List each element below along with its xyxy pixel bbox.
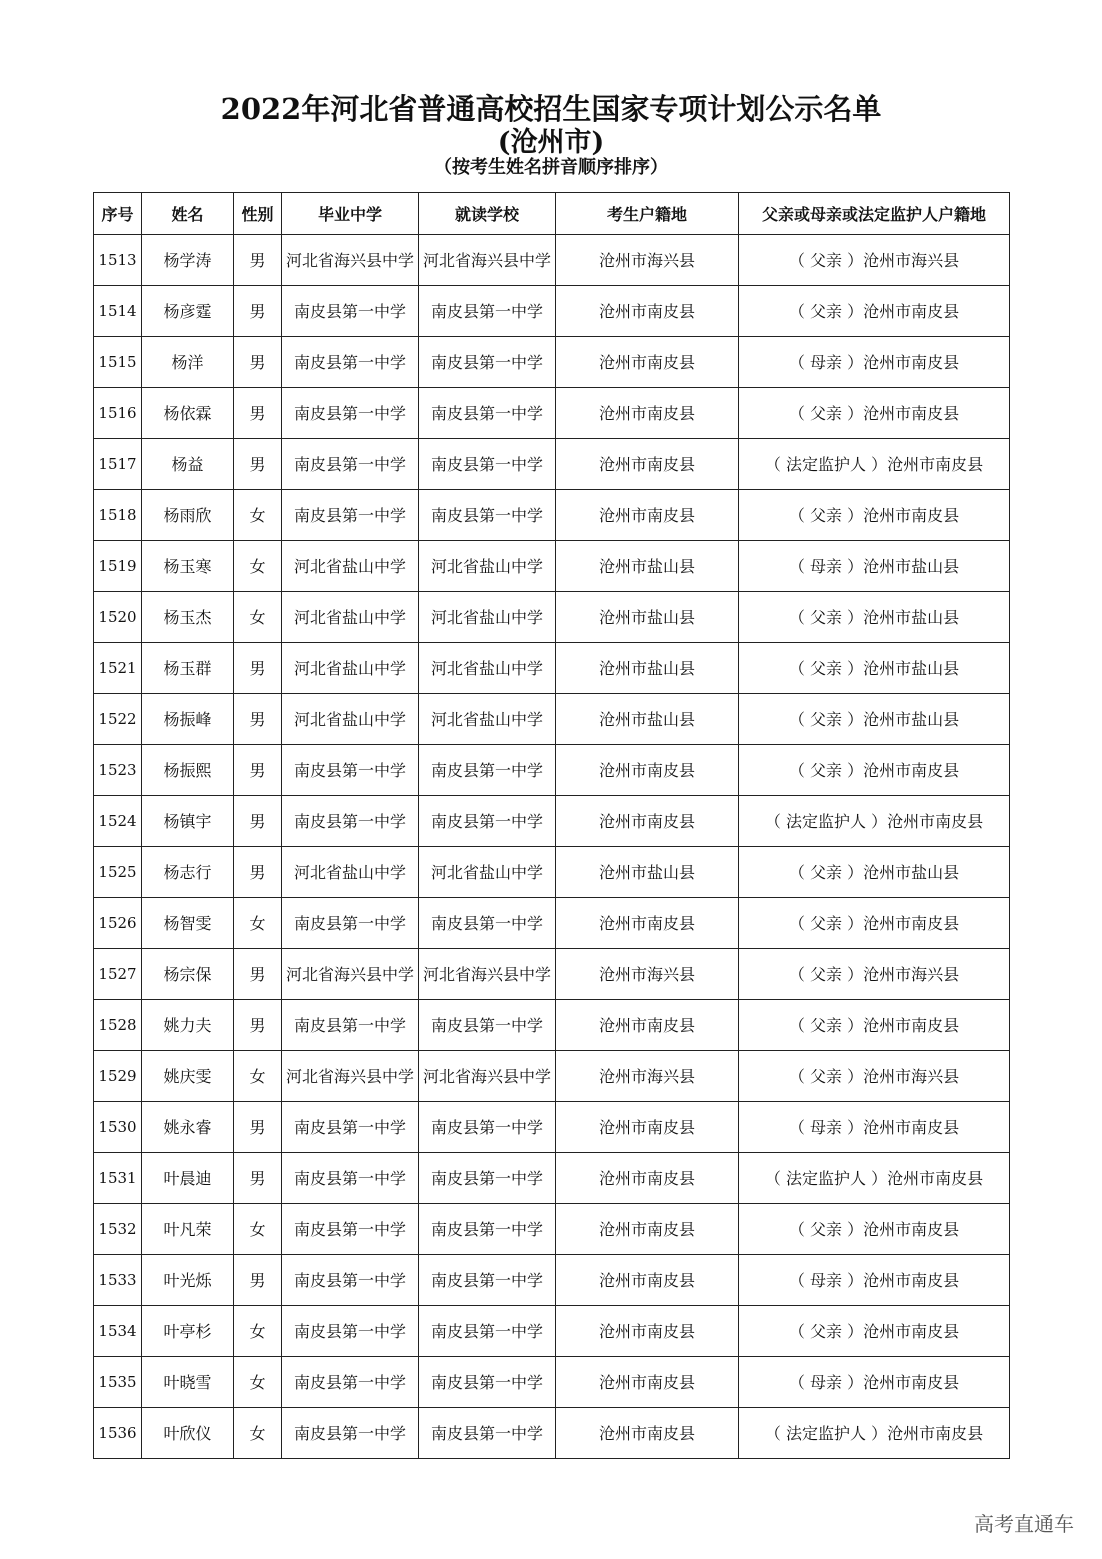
cell-student-residence: 沧州市盐山县 [556,643,739,694]
cell-seq: 1525 [94,847,142,898]
cell-name: 杨依霖 [142,388,234,439]
cell-guardian-residence: （ 父亲 ）沧州市南皮县 [739,1000,1010,1051]
cell-student-residence: 沧州市盐山县 [556,541,739,592]
cell-current-school: 南皮县第一中学 [419,439,556,490]
cell-name: 杨振熙 [142,745,234,796]
cell-gender: 男 [234,286,282,337]
cell-current-school: 南皮县第一中学 [419,1102,556,1153]
cell-graduated-school: 河北省盐山中学 [282,643,419,694]
cell-name: 叶晓雪 [142,1357,234,1408]
cell-name: 叶欣仪 [142,1408,234,1459]
cell-seq: 1528 [94,1000,142,1051]
cell-name: 杨宗保 [142,949,234,1000]
cell-student-residence: 沧州市南皮县 [556,388,739,439]
table-row [94,490,1010,541]
cell-name: 杨洋 [142,337,234,388]
cell-seq: 1530 [94,1102,142,1153]
table-row [94,541,1010,592]
cell-guardian-residence: （ 母亲 ）沧州市南皮县 [739,1357,1010,1408]
cell-gender: 男 [234,847,282,898]
column-header-seq: 序号 [94,193,142,235]
cell-current-school: 南皮县第一中学 [419,796,556,847]
cell-name: 叶凡荣 [142,1204,234,1255]
cell-guardian-residence: （ 法定监护人 ）沧州市南皮县 [739,439,1010,490]
sort-note: （按考生姓名拼音顺序排序） [434,157,668,178]
cell-seq: 1526 [94,898,142,949]
cell-gender: 男 [234,1255,282,1306]
cell-current-school: 南皮县第一中学 [419,745,556,796]
cell-guardian-residence: （ 父亲 ）沧州市海兴县 [739,235,1010,286]
cell-student-residence: 沧州市海兴县 [556,949,739,1000]
cell-gender: 女 [234,1051,282,1102]
cell-gender: 男 [234,388,282,439]
cell-current-school: 南皮县第一中学 [419,1306,556,1357]
cell-student-residence: 沧州市南皮县 [556,745,739,796]
cell-current-school: 河北省盐山中学 [419,541,556,592]
column-header-graduated-school: 毕业中学 [282,193,419,235]
cell-current-school: 南皮县第一中学 [419,1255,556,1306]
cell-graduated-school: 南皮县第一中学 [282,1153,419,1204]
cell-student-residence: 沧州市南皮县 [556,1306,739,1357]
cell-student-residence: 沧州市南皮县 [556,1204,739,1255]
cell-graduated-school: 河北省海兴县中学 [282,949,419,1000]
cell-guardian-residence: （ 父亲 ）沧州市南皮县 [739,745,1010,796]
column-header-gender: 性别 [234,193,282,235]
cell-student-residence: 沧州市南皮县 [556,490,739,541]
cell-graduated-school: 南皮县第一中学 [282,337,419,388]
cell-name: 杨学涛 [142,235,234,286]
cell-gender: 男 [234,1153,282,1204]
cell-name: 杨彦霆 [142,286,234,337]
cell-student-residence: 沧州市盐山县 [556,592,739,643]
column-header-student-residence: 考生户籍地 [556,193,739,235]
cell-student-residence: 沧州市南皮县 [556,796,739,847]
cell-seq: 1513 [94,235,142,286]
table-row [94,847,1010,898]
cell-graduated-school: 河北省盐山中学 [282,694,419,745]
cell-student-residence: 沧州市南皮县 [556,1153,739,1204]
cell-guardian-residence: （ 父亲 ）沧州市盐山县 [739,847,1010,898]
cell-name: 杨益 [142,439,234,490]
cell-gender: 男 [234,694,282,745]
cell-name: 叶晨迪 [142,1153,234,1204]
cell-name: 杨玉寒 [142,541,234,592]
cell-graduated-school: 南皮县第一中学 [282,490,419,541]
cell-graduated-school: 南皮县第一中学 [282,796,419,847]
cell-gender: 女 [234,490,282,541]
cell-gender: 男 [234,745,282,796]
cell-gender: 女 [234,898,282,949]
cell-student-residence: 沧州市南皮县 [556,898,739,949]
cell-graduated-school: 南皮县第一中学 [282,898,419,949]
cell-guardian-residence: （ 父亲 ）沧州市南皮县 [739,388,1010,439]
cell-seq: 1532 [94,1204,142,1255]
cell-graduated-school: 南皮县第一中学 [282,286,419,337]
cell-current-school: 南皮县第一中学 [419,1153,556,1204]
cell-current-school: 南皮县第一中学 [419,898,556,949]
cell-current-school: 河北省盐山中学 [419,694,556,745]
cell-name: 杨镇宇 [142,796,234,847]
cell-name: 杨玉群 [142,643,234,694]
cell-student-residence: 沧州市南皮县 [556,1102,739,1153]
cell-graduated-school: 南皮县第一中学 [282,745,419,796]
cell-student-residence: 沧州市南皮县 [556,1255,739,1306]
cell-gender: 女 [234,1204,282,1255]
cell-guardian-residence: （ 父亲 ）沧州市海兴县 [739,949,1010,1000]
table-row [94,1408,1010,1459]
cell-current-school: 南皮县第一中学 [419,490,556,541]
cell-graduated-school: 南皮县第一中学 [282,1306,419,1357]
cell-student-residence: 沧州市南皮县 [556,286,739,337]
cell-graduated-school: 南皮县第一中学 [282,1102,419,1153]
cell-seq: 1533 [94,1255,142,1306]
cell-current-school: 河北省盐山中学 [419,847,556,898]
cell-guardian-residence: （ 父亲 ）沧州市海兴县 [739,1051,1010,1102]
cell-graduated-school: 河北省海兴县中学 [282,1051,419,1102]
cell-current-school: 河北省盐山中学 [419,592,556,643]
cell-student-residence: 沧州市南皮县 [556,1000,739,1051]
cell-student-residence: 沧州市盐山县 [556,694,739,745]
cell-guardian-residence: （ 父亲 ）沧州市南皮县 [739,898,1010,949]
cell-current-school: 河北省海兴县中学 [419,949,556,1000]
table-row [94,1102,1010,1153]
table-row [94,1306,1010,1357]
table-row [94,337,1010,388]
cell-seq: 1521 [94,643,142,694]
cell-guardian-residence: （ 母亲 ）沧州市南皮县 [739,337,1010,388]
cell-current-school: 南皮县第一中学 [419,1408,556,1459]
cell-current-school: 南皮县第一中学 [419,337,556,388]
column-header-guardian-residence: 父亲或母亲或法定监护人户籍地 [739,193,1010,235]
cell-student-residence: 沧州市盐山县 [556,847,739,898]
cell-graduated-school: 南皮县第一中学 [282,1000,419,1051]
table-row [94,1051,1010,1102]
cell-seq: 1520 [94,592,142,643]
column-header-name: 姓名 [142,193,234,235]
cell-guardian-residence: （ 父亲 ）沧州市盐山县 [739,643,1010,694]
cell-gender: 女 [234,541,282,592]
cell-graduated-school: 南皮县第一中学 [282,1357,419,1408]
cell-gender: 女 [234,592,282,643]
table-row [94,694,1010,745]
cell-guardian-residence: （ 父亲 ）沧州市南皮县 [739,1204,1010,1255]
cell-student-residence: 沧州市南皮县 [556,1357,739,1408]
cell-graduated-school: 河北省海兴县中学 [282,235,419,286]
cell-seq: 1534 [94,1306,142,1357]
cell-current-school: 河北省海兴县中学 [419,1051,556,1102]
cell-gender: 男 [234,337,282,388]
cell-guardian-residence: （ 父亲 ）沧州市南皮县 [739,1306,1010,1357]
table-row [94,592,1010,643]
cell-seq: 1523 [94,745,142,796]
cell-graduated-school: 河北省盐山中学 [282,847,419,898]
cell-gender: 男 [234,235,282,286]
cell-seq: 1515 [94,337,142,388]
cell-guardian-residence: （ 法定监护人 ）沧州市南皮县 [739,1408,1010,1459]
page-subtitle: (沧州市) [497,127,605,158]
cell-student-residence: 沧州市海兴县 [556,235,739,286]
cell-guardian-residence: （ 母亲 ）沧州市南皮县 [739,1255,1010,1306]
cell-seq: 1531 [94,1153,142,1204]
cell-seq: 1522 [94,694,142,745]
cell-seq: 1536 [94,1408,142,1459]
table-row [94,898,1010,949]
cell-seq: 1514 [94,286,142,337]
cell-name: 叶亭杉 [142,1306,234,1357]
cell-graduated-school: 南皮县第一中学 [282,1255,419,1306]
cell-guardian-residence: （ 父亲 ）沧州市盐山县 [739,694,1010,745]
cell-gender: 女 [234,1306,282,1357]
cell-guardian-residence: （ 法定监护人 ）沧州市南皮县 [739,796,1010,847]
cell-guardian-residence: （ 父亲 ）沧州市盐山县 [739,592,1010,643]
cell-graduated-school: 南皮县第一中学 [282,439,419,490]
cell-gender: 男 [234,1000,282,1051]
cell-guardian-residence: （ 法定监护人 ）沧州市南皮县 [739,1153,1010,1204]
roster-table [93,192,1010,1459]
cell-current-school: 河北省海兴县中学 [419,235,556,286]
table-row [94,439,1010,490]
cell-name: 杨玉杰 [142,592,234,643]
page-title: 2022年河北省普通高校招生国家专项计划公示名单 [220,92,882,126]
cell-current-school: 河北省盐山中学 [419,643,556,694]
cell-name: 姚永睿 [142,1102,234,1153]
cell-student-residence: 沧州市南皮县 [556,337,739,388]
cell-student-residence: 沧州市南皮县 [556,439,739,490]
cell-name: 姚力夫 [142,1000,234,1051]
column-header-current-school: 就读学校 [419,193,556,235]
cell-current-school: 南皮县第一中学 [419,1204,556,1255]
cell-seq: 1517 [94,439,142,490]
cell-seq: 1535 [94,1357,142,1408]
cell-gender: 男 [234,439,282,490]
cell-student-residence: 沧州市海兴县 [556,1051,739,1102]
cell-name: 姚庆雯 [142,1051,234,1102]
cell-gender: 男 [234,949,282,1000]
cell-student-residence: 沧州市南皮县 [556,1408,739,1459]
table-row [94,745,1010,796]
cell-current-school: 南皮县第一中学 [419,388,556,439]
cell-seq: 1527 [94,949,142,1000]
cell-guardian-residence: （ 父亲 ）沧州市南皮县 [739,490,1010,541]
cell-seq: 1524 [94,796,142,847]
cell-graduated-school: 南皮县第一中学 [282,1204,419,1255]
cell-name: 杨振峰 [142,694,234,745]
cell-gender: 男 [234,796,282,847]
cell-guardian-residence: （ 父亲 ）沧州市南皮县 [739,286,1010,337]
table-row [94,235,1010,286]
table-row [94,643,1010,694]
cell-current-school: 南皮县第一中学 [419,1357,556,1408]
cell-guardian-residence: （ 母亲 ）沧州市盐山县 [739,541,1010,592]
cell-graduated-school: 南皮县第一中学 [282,1408,419,1459]
cell-seq: 1518 [94,490,142,541]
table-row [94,1357,1010,1408]
table-header-row [94,193,1010,235]
cell-current-school: 南皮县第一中学 [419,1000,556,1051]
cell-guardian-residence: （ 母亲 ）沧州市南皮县 [739,1102,1010,1153]
watermark: 高考直通车 [974,1512,1074,1536]
cell-seq: 1516 [94,388,142,439]
cell-name: 杨智雯 [142,898,234,949]
table-row [94,1204,1010,1255]
cell-name: 叶光烁 [142,1255,234,1306]
cell-gender: 女 [234,1408,282,1459]
cell-name: 杨志行 [142,847,234,898]
cell-gender: 男 [234,1102,282,1153]
table-row [94,1255,1010,1306]
table-row [94,796,1010,847]
cell-gender: 女 [234,1357,282,1408]
cell-graduated-school: 河北省盐山中学 [282,541,419,592]
table-row [94,1000,1010,1051]
cell-current-school: 南皮县第一中学 [419,286,556,337]
table-row [94,1153,1010,1204]
cell-gender: 男 [234,643,282,694]
table-row [94,949,1010,1000]
cell-seq: 1529 [94,1051,142,1102]
table-row [94,286,1010,337]
table-row [94,388,1010,439]
cell-graduated-school: 南皮县第一中学 [282,388,419,439]
cell-name: 杨雨欣 [142,490,234,541]
cell-graduated-school: 河北省盐山中学 [282,592,419,643]
cell-seq: 1519 [94,541,142,592]
